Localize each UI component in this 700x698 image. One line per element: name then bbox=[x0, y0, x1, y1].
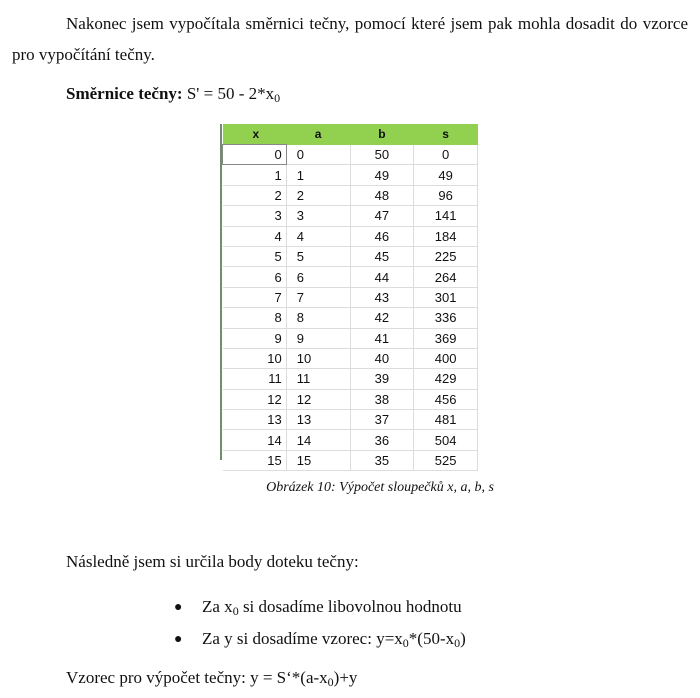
intro-line-1: Nakonec jsem vypočítala směrnici tečny, pomocí které jsem pak mohla dosadit do bbox=[66, 14, 638, 33]
cell-x: 8 bbox=[223, 308, 287, 328]
cell-s: 481 bbox=[414, 410, 478, 430]
tangent-formula-text: )+y bbox=[333, 668, 358, 687]
bullet-text: *(50-x bbox=[408, 629, 455, 648]
column-header-b: b bbox=[350, 124, 414, 145]
cell-x: 1 bbox=[223, 165, 287, 185]
touch-points-paragraph: Následně jsem si určila body doteku tečny: bbox=[66, 552, 359, 571]
cell-x: 7 bbox=[223, 287, 287, 307]
bullet-icon: ● bbox=[174, 632, 183, 647]
cell-s: 525 bbox=[414, 450, 478, 470]
spreadsheet-image bbox=[220, 124, 480, 469]
table-row bbox=[223, 369, 478, 389]
cell-x: 3 bbox=[223, 206, 287, 226]
cell-x: 14 bbox=[223, 430, 287, 450]
cell-s: 141 bbox=[414, 206, 478, 226]
cell-b: 40 bbox=[350, 348, 414, 368]
cell-a: 4 bbox=[286, 226, 350, 246]
table-row bbox=[223, 226, 478, 246]
cell-a: 14 bbox=[286, 430, 350, 450]
cell-a: 9 bbox=[286, 328, 350, 348]
cell-b: 35 bbox=[350, 450, 414, 470]
cell-x: 6 bbox=[223, 267, 287, 287]
cell-s: 369 bbox=[414, 328, 478, 348]
bullet-subscript: 0 bbox=[232, 604, 239, 618]
cell-b: 48 bbox=[350, 185, 414, 205]
cell-b: 44 bbox=[350, 267, 414, 287]
cell-a: 13 bbox=[286, 410, 350, 430]
cell-s: 429 bbox=[414, 369, 478, 389]
cell-x: 9 bbox=[223, 328, 287, 348]
table-row bbox=[223, 308, 478, 328]
bullet-icon: ● bbox=[174, 600, 183, 615]
column-header-a: a bbox=[286, 124, 350, 145]
cell-b: 46 bbox=[350, 226, 414, 246]
cell-b: 36 bbox=[350, 430, 414, 450]
cell-x: 13 bbox=[223, 410, 287, 430]
bullet-subscript: 0 bbox=[454, 636, 461, 650]
tangent-formula-subscript: 0 bbox=[327, 675, 334, 689]
cell-a: 0 bbox=[286, 145, 350, 165]
cell-a: 7 bbox=[286, 287, 350, 307]
cell-a: 2 bbox=[286, 185, 350, 205]
cell-b: 50 bbox=[350, 145, 414, 165]
column-header-s: s bbox=[414, 124, 478, 145]
cell-s: 96 bbox=[414, 185, 478, 205]
cell-s: 225 bbox=[414, 246, 478, 266]
bullet-text: Za x bbox=[202, 597, 233, 616]
table-row bbox=[223, 348, 478, 368]
table-row bbox=[223, 267, 478, 287]
cell-s: 49 bbox=[414, 165, 478, 185]
intro-line-2: vzorce pro vypočítání tečny. bbox=[12, 14, 688, 64]
cell-a: 1 bbox=[286, 165, 350, 185]
tangent-formula-text: Vzorec pro výpočet tečny: y = S‘*(a-x bbox=[66, 668, 328, 687]
cell-a: 8 bbox=[286, 308, 350, 328]
column-header-x: x bbox=[223, 124, 287, 145]
table-row bbox=[223, 206, 478, 226]
table-row bbox=[223, 185, 478, 205]
cell-b: 43 bbox=[350, 287, 414, 307]
bullet-list bbox=[174, 592, 466, 656]
cell-s: 301 bbox=[414, 287, 478, 307]
cell-s: 504 bbox=[414, 430, 478, 450]
table-row bbox=[223, 410, 478, 430]
bullet-text: ) bbox=[460, 629, 466, 648]
list-item bbox=[174, 592, 466, 624]
slope-formula-sub: 0 bbox=[274, 91, 281, 105]
table-row bbox=[223, 328, 478, 348]
table-row bbox=[223, 145, 478, 165]
cell-b: 38 bbox=[350, 389, 414, 409]
table-row bbox=[223, 287, 478, 307]
cell-s: 336 bbox=[414, 308, 478, 328]
bullet-text: si dosadíme libovolnou hodnotu bbox=[238, 597, 462, 616]
cell-x: 10 bbox=[223, 348, 287, 368]
cell-x: 0 bbox=[223, 145, 287, 165]
cell-x: 11 bbox=[223, 369, 287, 389]
cell-b: 41 bbox=[350, 328, 414, 348]
table-row bbox=[223, 389, 478, 409]
cell-a: 3 bbox=[286, 206, 350, 226]
cell-s: 400 bbox=[414, 348, 478, 368]
intro-paragraph bbox=[12, 8, 688, 70]
slope-formula-label: Směrnice tečny: bbox=[66, 84, 183, 103]
spreadsheet-table bbox=[222, 124, 478, 471]
cell-a: 5 bbox=[286, 246, 350, 266]
table-row bbox=[223, 450, 478, 470]
cell-b: 49 bbox=[350, 165, 414, 185]
slope-formula bbox=[66, 84, 280, 106]
table-row bbox=[223, 246, 478, 266]
cell-b: 39 bbox=[350, 369, 414, 389]
cell-s: 0 bbox=[414, 145, 478, 165]
cell-a: 12 bbox=[286, 389, 350, 409]
table-row bbox=[223, 430, 478, 450]
cell-a: 6 bbox=[286, 267, 350, 287]
cell-b: 42 bbox=[350, 308, 414, 328]
cell-s: 184 bbox=[414, 226, 478, 246]
cell-b: 47 bbox=[350, 206, 414, 226]
cell-b: 45 bbox=[350, 246, 414, 266]
cell-a: 15 bbox=[286, 450, 350, 470]
cell-a: 10 bbox=[286, 348, 350, 368]
cell-x: 4 bbox=[223, 226, 287, 246]
cell-x: 2 bbox=[223, 185, 287, 205]
table-row bbox=[223, 165, 478, 185]
cell-x: 15 bbox=[223, 450, 287, 470]
tangent-formula bbox=[66, 668, 357, 690]
cell-a: 11 bbox=[286, 369, 350, 389]
bullet-text: Za y si dosadíme vzorec: y=x bbox=[202, 629, 403, 648]
cell-b: 37 bbox=[350, 410, 414, 430]
cell-s: 264 bbox=[414, 267, 478, 287]
cell-x: 12 bbox=[223, 389, 287, 409]
slope-formula-expr: S' = 50 - 2*x bbox=[186, 84, 275, 103]
list-item bbox=[174, 624, 466, 656]
bullet-subscript: 0 bbox=[402, 636, 409, 650]
figure-caption: Obrázek 10: Výpočet sloupečků x, a, b, s bbox=[266, 480, 494, 495]
cell-x: 5 bbox=[223, 246, 287, 266]
cell-s: 456 bbox=[414, 389, 478, 409]
